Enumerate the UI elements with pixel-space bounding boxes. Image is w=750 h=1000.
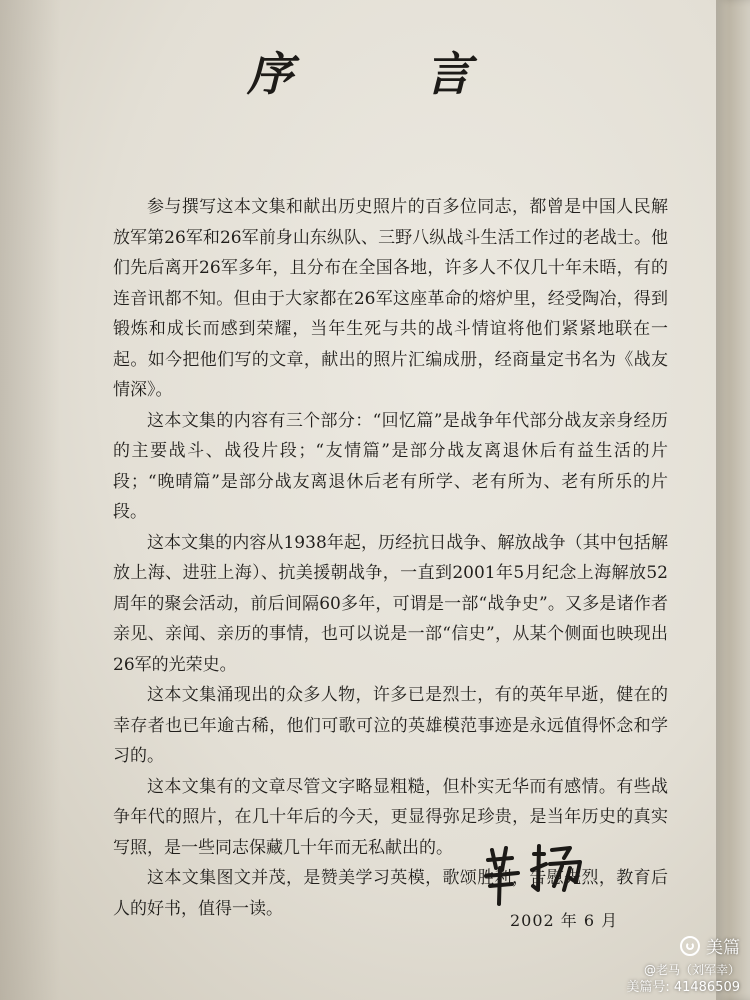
watermark-author: @老马（刘军幸） [643, 963, 740, 977]
next-page-edge [716, 0, 750, 1000]
meipian-logo-icon [680, 936, 700, 956]
date-line: 2002 年 6 月 [510, 911, 619, 930]
preface-body [113, 192, 668, 924]
watermark-logo [580, 933, 740, 958]
paragraph-3: 这本文集的内容从1938年起，历经抗日战争、解放战争（其中包括解放上海、进驻上海）、抗美援朝战争，一直到2001年5月纪念上海解放52周年的聚会活动，前后间隔60多年，可谓是一部“战争史”。又多是诸作者亲见、亲闻、亲历的事情，也可以说是一部“信史”，从某个侧面也映现出26军的光荣史。 [113, 532, 668, 675]
handwritten-signature [478, 838, 598, 908]
watermark [580, 933, 740, 996]
watermark-id: 美篇号: 41486509 [626, 980, 740, 995]
paragraph-5: 这本文集有的文章尽管文字略显粗糙，但朴实无华而有感情。有些战争年代的照片，在几十年后的今天，更显得弥足珍贵，是当年历史的真实写照，是一些同志保藏几十年而无私献出的。 [113, 776, 668, 858]
paragraph-1: 参与撰写这本文集和献出历史照片的百多位同志，都曾是中国人民解放军第26军和26军前身山东纵队、三野八纵战斗生活工作过的老战士。他们先后离开26军多年，且分布在全国各地，许多人不仅几十年未晤，有的连音讯都不知。但由于大家都在26军这座革命的熔炉里，经受陶冶，得到锻炼和成长而感到荣耀，当年生死与共的战斗情谊将他们紧紧地联在一起。如今把他们写的文章，献出的照片汇编成册，经商量定书名为《战友情深》。 [113, 197, 668, 400]
paragraph-4: 这本文集涌现出的众多人物，许多已是烈士，有的英年早逝，健在的幸存者也已年逾古稀，他们可歌可泣的英雄模范事迹是永远值得怀念和学习的。 [113, 685, 668, 766]
paragraph-6: 这本文集图文并茂，是赞美学习英模，歌颂胜利，告慰先烈，教育后人的好书，值得一读。 [113, 868, 668, 919]
watermark-brand: 美篇 [706, 938, 740, 958]
page-title: 序 言 [246, 47, 529, 101]
paragraph-2: 这本文集的内容有三个部分：“回忆篇”是战争年代部分战友亲身经历的主要战斗、战役片段；“友情篇”是部分战友离退休后有益生活的片段；“晚晴篇”是部分战友离退休后老有所学、老有所为、老有所乐的片段。 [113, 410, 668, 522]
gutter-shadow [0, 0, 60, 1000]
